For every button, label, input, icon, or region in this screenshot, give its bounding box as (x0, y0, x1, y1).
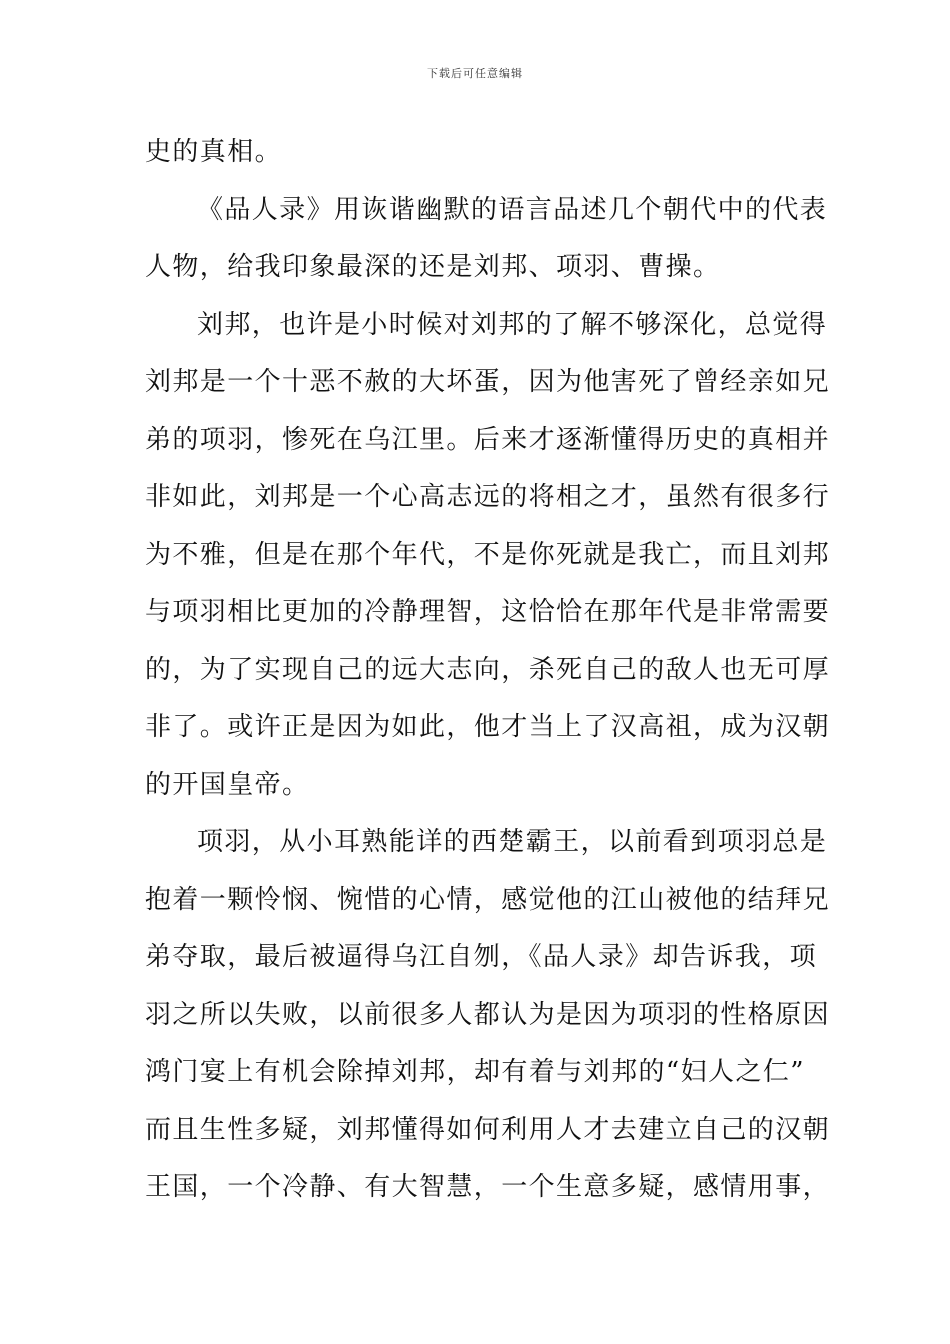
paragraph-line: 弟的项羽，惨死在乌江里。后来才逐渐懂得历史的真相并 (145, 424, 831, 455)
paragraph-line: 非了。或许正是因为如此，他才当上了汉高祖，成为汉朝 (145, 712, 831, 742)
paragraph-line: 的，为了实现自己的远大志向，杀死自己的敌人也无可厚 (145, 654, 831, 685)
paragraph-line: 非如此，刘邦是一个心高志远的将相之才，虽然有很多行 (145, 482, 831, 512)
paragraph-line: 项羽，从小耳熟能详的西楚霸王，以前看到项羽总是 (197, 827, 828, 857)
paragraph-line: 而且生性多疑，刘邦懂得如何利用人才去建立自己的汉朝 (145, 1114, 831, 1145)
paragraph-line: 弟夺取，最后被逼得乌江自刎，《品人录》却告诉我，项 (145, 942, 818, 972)
paragraph-line: 为不雅，但是在那个年代，不是你死就是我亡，而且刘邦 (145, 539, 831, 570)
paragraph-line: 的开国皇帝。 (145, 769, 310, 800)
paragraph-line: 抱着一颗怜悯、惋惜的心情，感觉他的江山被他的结拜兄 (145, 884, 831, 915)
paragraph-line: 人物，给我印象最深的还是刘邦、项羽、曹操。 (145, 252, 721, 282)
paragraph-line: 刘邦是一个十恶不赦的大坏蛋，因为他害死了曾经亲如兄 (145, 367, 831, 397)
paragraph-line: 刘邦，也许是小时候对刘邦的了解不够深化，总觉得 (197, 309, 828, 340)
paragraph-line: 与项羽相比更加的冷静理智，这恰恰在那年代是非常需要 (145, 597, 831, 627)
paragraph-line: 羽之所以失败，以前很多人都认为是因为项羽的性格原因 (145, 999, 831, 1030)
paragraph-line: 史的真相。 (145, 137, 283, 167)
paragraph-line: 《品人录》用诙谐幽默的语言品述几个朝代中的代表 (197, 194, 828, 225)
paragraph-line: 王国，一个冷静、有大智慧，一个生意多疑，感情用事， (145, 1172, 831, 1202)
page-header: 下载后可任意编辑 (427, 67, 523, 80)
paragraph-line: 鸿门宴上有机会除掉刘邦，却有着与刘邦的“妇人之仁” (145, 1057, 805, 1087)
document-body (145, 124, 831, 1217)
